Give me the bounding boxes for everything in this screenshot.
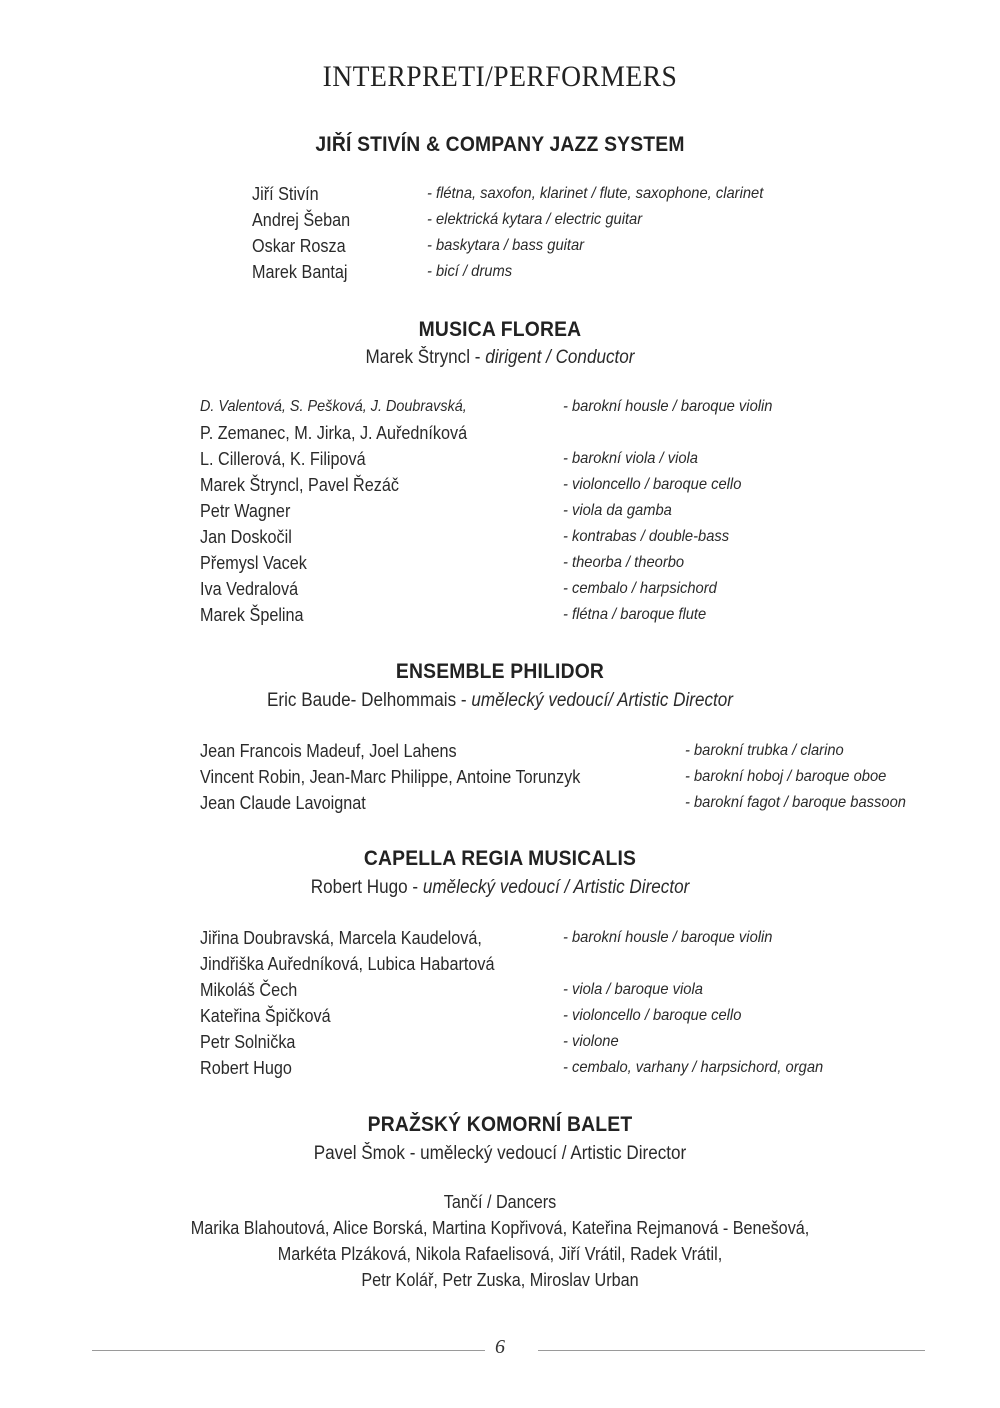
footer-rule-right [538,1350,925,1351]
section-heading-philidor: ENSEMBLE PHILIDOR [395,660,605,683]
section-leader-philidor [50,690,950,712]
member-name: Oskar Rosza [252,236,346,256]
member-role: - cembalo, varhany / harpsichord, organ [563,1059,824,1076]
member-name: Jean Claude Lavoignat [200,793,366,813]
dancers-line: Petr Kolář, Petr Zuska, Miroslav Urban [361,1270,639,1290]
page-title: INTERPRETI/PERFORMERS [322,60,678,93]
member-role: - viola da gamba [563,502,672,519]
member-role: - violone [563,1033,619,1050]
member-role: - barokní housle / baroque violin [563,398,773,415]
member-name: Jiří Stivín [252,184,319,204]
leader-name: Eric Baude- Delhommais - [267,690,472,711]
dancers-line: Markéta Plzáková, Nikola Rafaelisová, Jiří Vrátil, Radek Vrátil, [277,1244,723,1264]
member-role: - flétna, saxofon, klarinet / flute, saxophone, clarinet [427,185,764,202]
section-heading-stivin: JIŘÍ STIVÍN & COMPANY JAZZ SYSTEM [315,133,685,156]
section-heading-capella: CAPELLA REGIA MUSICALIS [363,847,637,870]
leader-name: Marek Štryncl - [365,347,486,368]
member-name: Jindřiška Auředníková, Lubica Habartová [200,954,495,974]
dancers-label: Tančí / Dancers [443,1192,557,1212]
page-number: 6 [495,1336,505,1358]
member-role: - bicí / drums [427,263,513,280]
member-name: Petr Solnička [200,1032,296,1052]
leader-role: dirigent / Conductor [485,347,635,368]
member-role: - kontrabas / double-bass [563,528,730,545]
member-role: - elektrická kytara / electric guitar [427,211,643,228]
member-name: P. Zemanec, M. Jirka, J. Auředníková [200,423,468,443]
member-role: - violoncello / baroque cello [563,476,742,493]
member-name: Robert Hugo [200,1058,292,1078]
member-role: - violoncello / baroque cello [563,1007,742,1024]
member-role: - theorba / theorbo [563,554,685,571]
section-leader-florea [50,347,950,369]
section-heading-balet: PRAŽSKÝ KOMORNÍ BALET [367,1113,633,1136]
member-name: Přemysl Vacek [200,553,307,573]
member-name: Marek Štryncl, Pavel Řezáč [200,475,399,495]
member-name: Mikoláš Čech [200,980,298,1000]
member-name: Iva Vedralová [200,579,299,599]
member-role: - cembalo / harpsichord [563,580,717,597]
leader-role: umělecký vedoucí/ Artistic Director [471,690,733,711]
member-role: - barokní hoboj / baroque oboe [685,768,887,785]
member-role: - barokní trubka / clarino [685,742,844,759]
member-role: - baskytara / bass guitar [427,237,585,254]
member-role: - barokní fagot / baroque bassoon [685,794,906,811]
section-leader-capella [50,877,950,899]
member-name: Vincent Robin, Jean-Marc Philippe, Antoine Torunzyk [200,767,581,787]
member-name: Jiřina Doubravská, Marcela Kaudelová, [200,928,482,948]
member-role: - viola / baroque viola [563,981,703,998]
section-heading-florea: MUSICA FLOREA [418,318,582,341]
leader-role: umělecký vedoucí / Artistic Director [422,877,690,898]
member-name: L. Cillerová, K. Filipová [200,449,366,469]
member-name: Kateřina Špičková [200,1006,331,1026]
member-name: Petr Wagner [200,501,291,521]
member-role: - barokní housle / baroque violin [563,929,773,946]
member-name: Marek Špelina [200,605,304,625]
member-role: - barokní viola / viola [563,450,698,467]
leader-name: Robert Hugo - [310,877,423,898]
member-name: Jan Doskočil [200,527,292,547]
member-name: Marek Bantaj [252,262,348,282]
member-name: D. Valentová, S. Pešková, J. Doubravská, [200,398,467,415]
dancers-line: Marika Blahoutová, Alice Borská, Martina Kopřivová, Kateřina Rejmanová - Benešová, [190,1218,810,1238]
member-name: Andrej Šeban [252,210,351,230]
member-name: Jean Francois Madeuf, Joel Lahens [200,741,457,761]
member-role: - flétna / baroque flute [563,606,707,623]
section-leader-balet: Pavel Šmok - umělecký vedoucí / Artistic Director [313,1143,687,1164]
